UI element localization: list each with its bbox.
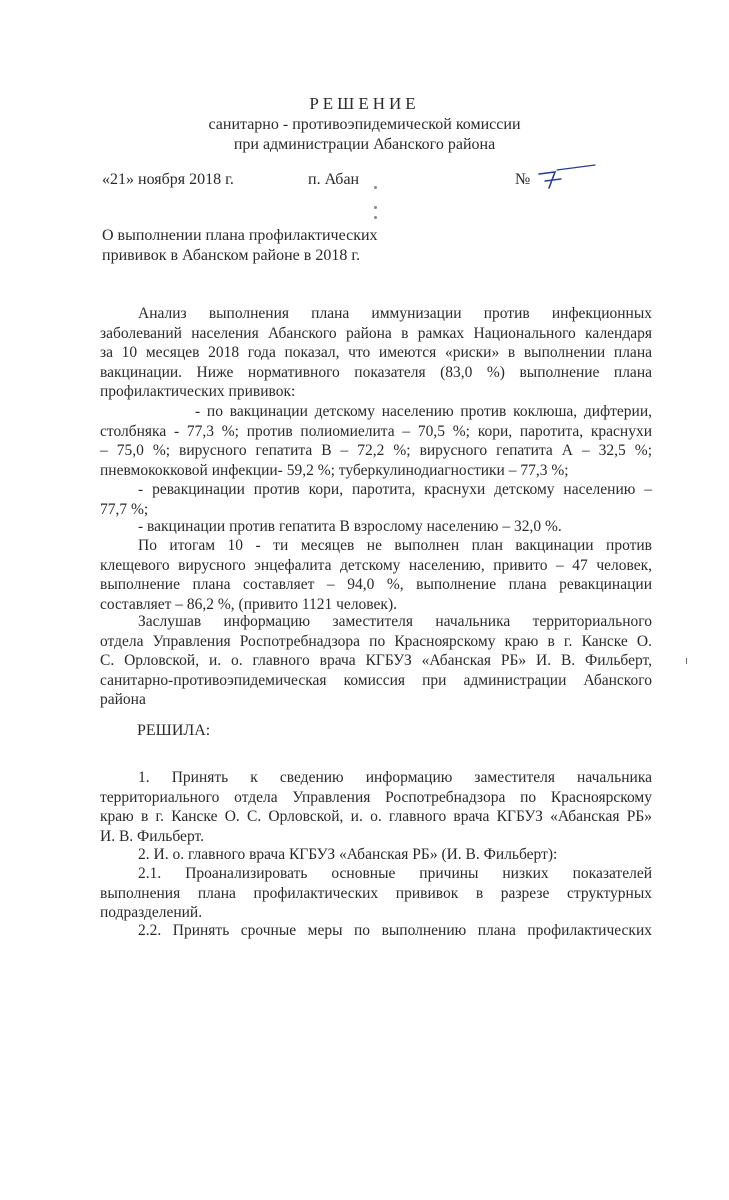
document-number-label: № (515, 171, 531, 188)
text-line: 2. И. о. главного врача КГБУЗ «Абанская РБ» (И. В. Фильберт): (138, 846, 558, 863)
decision-2-1 (100, 864, 652, 923)
paragraph-tick-encephalitis (100, 536, 652, 614)
text-line: Анализ выполнения плана иммунизации против инфекционных (138, 305, 652, 322)
text-line: пневмококковой инфекции- 59,2 %; туберкулинодиагностики – 77,3 %; (100, 461, 569, 479)
text-line: профилактических прививок: (100, 383, 296, 401)
text-line: подразделений. (100, 904, 203, 922)
text-line: 2.1. Проанализировать основные причины низких показателей (138, 865, 652, 882)
document-place: п. Абан (308, 171, 360, 188)
text-line: вакцинации. Ниже нормативного показателя (83,0 %) выполнение плана (100, 363, 652, 381)
text-line: составляет – 86,2 %, (привито 1121 человек). (100, 595, 397, 613)
text-line: 2.2. Принять срочные меры по выполнению плана профилактических (138, 922, 652, 939)
text-line: отдела Управления Роспотребнадзора по Красноярскому краю в г. Канске О. (100, 632, 652, 650)
text-line: краю в г. Канске О. С. Орловской, и. о. главного врача КГБУЗ «Абанская РБ» (100, 808, 652, 826)
text-line: – 75,0 %; вирусного гепатита В – 72,2 %; вирусного гепатита А – 32,5 %; (100, 442, 652, 460)
text-line: - по вакцинации детскому населению против коклюша, дифтерии, (195, 403, 652, 420)
text-line: И. В. Фильберт. (100, 827, 204, 845)
text-line: заболеваний населения Абанского района в рамках Национального календаря (100, 324, 652, 342)
text-line: 1. Принять к сведению информацию заместителя начальника (138, 769, 652, 786)
text-line: С. Орловской, и. о. главного врача КГБУЗ «Абанская РБ» И. В. Фильберт, (100, 652, 652, 670)
text-line: клещевого вирусного энцефалита детскому населению, привито – 47 человек, (100, 556, 652, 574)
text-line: территориального отдела Управления Роспотребнадзора по Красноярскому (100, 788, 652, 806)
paragraph-vaccination-children (100, 402, 652, 480)
decision-1 (100, 768, 652, 846)
document-subtitle-line1: санитарно - противоэпидемической комиссии (208, 116, 521, 133)
text-line: 77,7 %; (100, 500, 149, 518)
scan-dot (374, 186, 377, 189)
paragraph-revaccination (100, 480, 652, 519)
subject-line: прививок в Абанском районе в 2018 г. (102, 247, 361, 264)
scan-dot (374, 216, 377, 219)
text-line: По итогам 10 - ти месяцев не выполнен план вакцинации против (138, 537, 652, 554)
text-line: - вакцинации против гепатита В взрослому населению – 32,0 %. (138, 518, 562, 535)
decision-2 (100, 845, 652, 865)
scan-mark (686, 658, 687, 664)
decision-2-2 (100, 921, 652, 941)
resolved-heading: РЕШИЛА: (137, 722, 211, 739)
paragraph-analysis (100, 304, 652, 402)
text-line: - ревакцинации против кори, паротита, краснухи детскому населению – (138, 481, 652, 498)
document-subtitle-line2: при администрации Абанского района (233, 136, 496, 153)
document-date: «21» ноября 2018 г. (102, 171, 234, 188)
handwritten-number-mark (535, 162, 599, 192)
text-line: района (100, 691, 146, 709)
paragraph-hearing (100, 612, 652, 710)
subject-line: О выполнении плана профилактических (102, 227, 378, 244)
text-line: за 10 месяцев 2018 года показал, что имеются «риски» в выполнении плана (100, 344, 652, 362)
scan-dot (374, 206, 377, 209)
text-line: столбняка - 77,3 %; против полиомиелита – 70,5 %; кори, паротита, краснухи (100, 422, 652, 440)
text-line: санитарно-противоэпидемическая комиссия при администрации Абанского (100, 671, 652, 689)
text-line: Заслушав информацию заместителя начальника территориального (138, 613, 652, 630)
document-subject (102, 226, 378, 266)
text-line: выполнение плана составляет – 94,0 %, выполнение плана ревакцинации (100, 576, 652, 594)
document-title: РЕШЕНИЕ (309, 94, 420, 113)
text-line: выполнения плана профилактических прививок в разрезе структурных (100, 884, 652, 902)
paragraph-hepatitis-adults (100, 517, 652, 537)
